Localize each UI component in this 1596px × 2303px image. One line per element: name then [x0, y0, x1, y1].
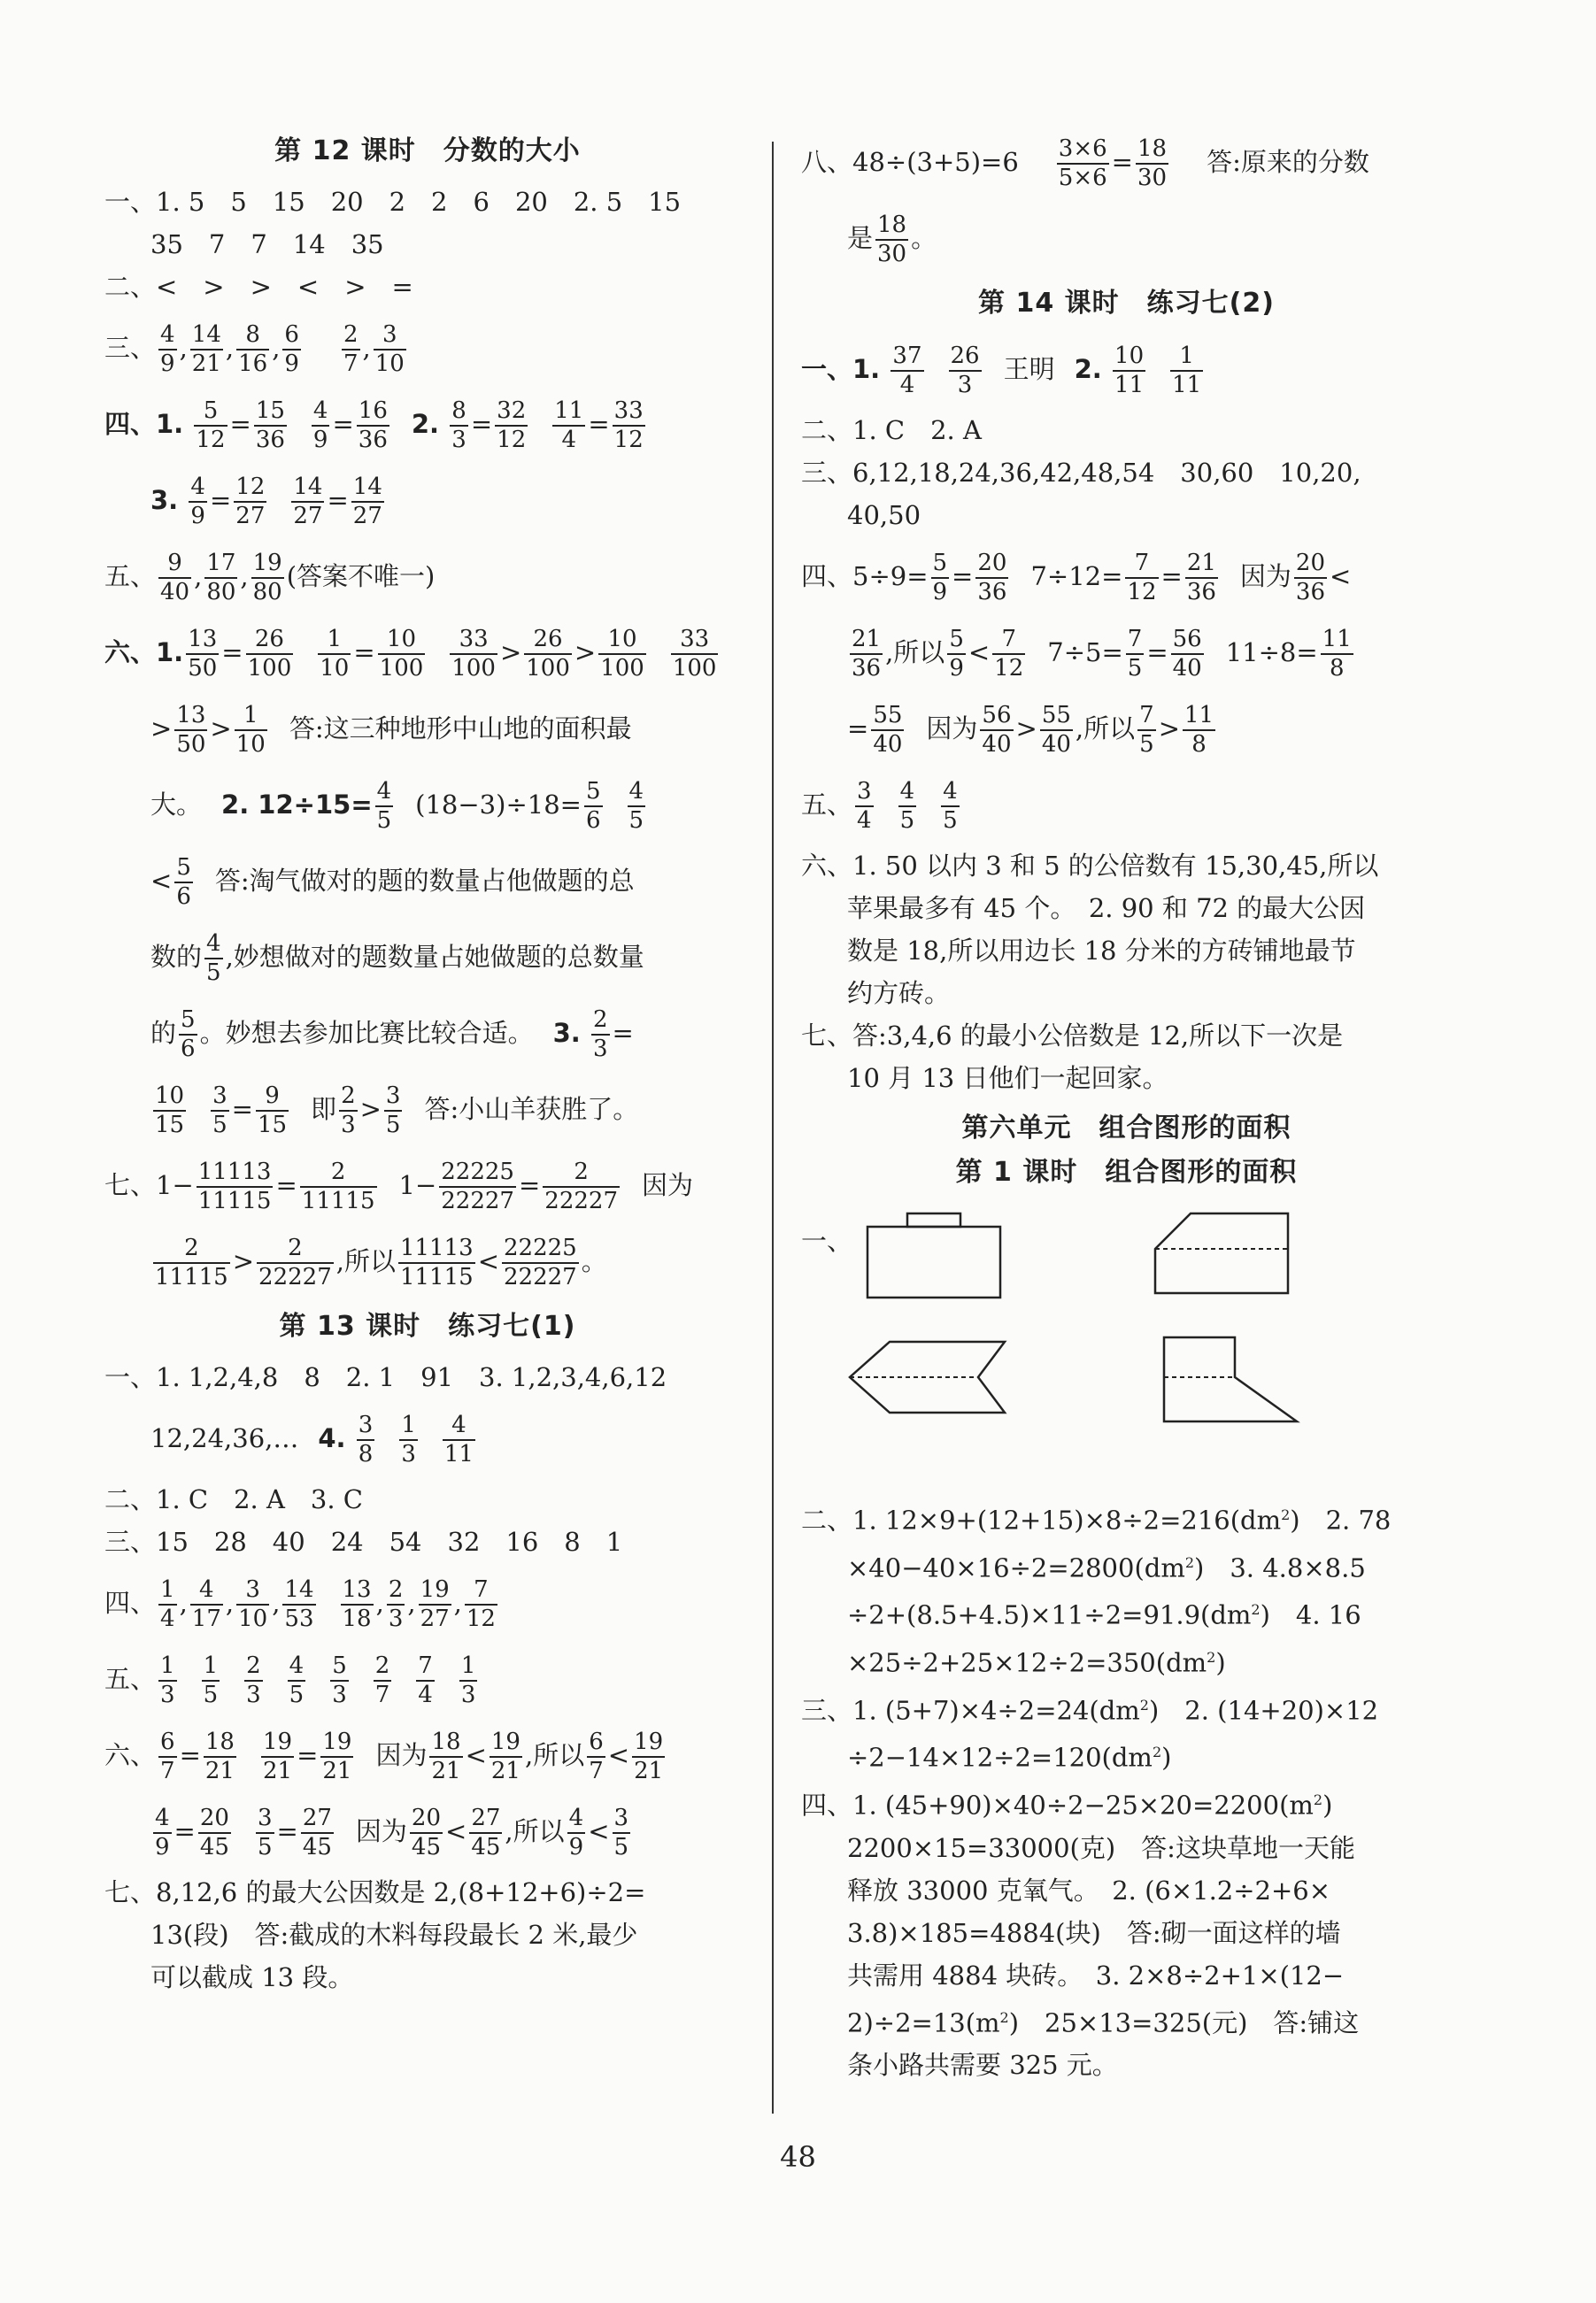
figure-trapezoid-rect — [1151, 1209, 1301, 1306]
answer-line: 三、1. $(5+7)\times 4\div 2=24(dm^2)$ 2. (14+20)×12 — [801, 1695, 1379, 1726]
answer-line: 35 7 7 14 35 — [150, 229, 384, 259]
answer-line: > $\frac{13}{50}$ > $\frac{1}{10}$ 答:这三种地形中山地的面积最 — [150, 702, 632, 758]
answer-line: 3.8)×185=4884(块) 答:砌一面这样的墙 — [847, 1917, 1341, 1948]
answer-line: 四、1. $(45+90)\times 40\div 2-25\times 20=2200(m^2)$ — [801, 1790, 1333, 1821]
answer-line: 一、1. 5 5 15 20 2 2 6 20 2. 5 15 — [104, 187, 682, 217]
right-column — [801, 124, 1452, 2088]
lesson1-title: 第 1 课时 组合图形的面积 — [955, 1157, 1298, 1188]
figures-block — [801, 1200, 1452, 1492]
answer-line: 的 $\frac{5}{6}$ 。妙想去参加比赛比较合适。 3. $\frac{2}{3}$ = — [150, 1006, 634, 1062]
answer-line: $\frac{21}{36}$ ,所以 $\frac{5}{9}$ < $\frac{7}{12}$ 7÷5= $\frac{7}{5}$ = $\frac{56}{40}$ 11÷8= $\frac{11}{8}$ — [852, 626, 1352, 682]
page-number: 48 — [780, 2140, 816, 2174]
answer-line: 五、 $\frac{3}{4}$ $\frac{4}{5}$ $\frac{4}{5}$ — [801, 778, 958, 834]
column-divider — [772, 142, 774, 2114]
answer-line: $\times 40-40\times 16\div 2=2800(dm^2)$ 3. 4.8×8.5 — [847, 1552, 1366, 1583]
answer-line: 四、1. $\frac{5}{12}$ = $\frac{15}{36}$ $\frac{4}{9}$ = $\frac{16}{36}$ 2. $\frac{8}{3}$ = $\frac{32}{12}$ $\frac{11}{4}$ = $\frac{33}{12}$ — [104, 397, 644, 453]
figure-arrow-shape — [845, 1333, 1014, 1421]
answer-line: 三、 $\frac{4}{9}$ , $\frac{14}{21}$ , $\frac{8}{16}$ , $\frac{6}{9}$ $\frac{2}{7}$ , $\frac{3}{10}$ — [104, 321, 405, 377]
answer-line: 四、 $\frac{1}{4}$ , $\frac{4}{17}$ , $\frac{3}{10}$ , $\frac{14}{53}$ $\frac{13}{18}$ , $\frac{2}{3}$ , $\frac{19}{27}$ , $\frac{7}{12}$ — [104, 1576, 496, 1632]
answer-line: 12,24,36,… 4. $\frac{3}{8}$ $\frac{1}{3}$ $\frac{4}{11}$ — [150, 1412, 474, 1467]
answer-line: 七、1− $\frac{11113}{11115}$ = $\frac{2}{11115}$ 1− $\frac{22225}{22227}$ = $\frac{2}{22227}$ 因为 — [104, 1159, 694, 1214]
answer-line: 二、1. C 2. A 3. C — [104, 1484, 363, 1514]
answer-line: 40,50 — [847, 500, 921, 530]
answer-line: 一、1. $\frac{37}{4}$ $\frac{26}{3}$ 王明 2. $\frac{10}{11}$ $\frac{1}{11}$ — [801, 343, 1202, 398]
answer-line: 三、6,12,18,24,36,42,48,54 30,60 10,20, — [801, 458, 1361, 488]
answer-line: 六、 $\frac{6}{7}$ = $\frac{18}{21}$ $\frac{19}{21}$ = $\frac{19}{21}$ 因为 $\frac{18}{21}$ < $\frac{19}{21}$ ,所以 $\frac{6}{7}$ < $\frac{19}{21}$ — [104, 1729, 664, 1784]
figure-rect-with-tab — [863, 1209, 1014, 1306]
answer-line: $\frac{10}{15}$ $\frac{3}{5}$ = $\frac{9}{15}$ 即 $\frac{2}{3}$ > $\frac{3}{5}$ 答:小山羊获胜了。 — [155, 1082, 639, 1138]
answer-line: 共需用 4884 块砖。 3. 2×8÷2+1×(12− — [847, 1960, 1345, 1991]
left-column — [104, 124, 751, 2000]
answer-line: $\times 25\div 2+25\times 12\div 2=350(dm^2)$ — [847, 1647, 1226, 1678]
answer-line: 五、 $\frac{1}{3}$ $\frac{1}{5}$ $\frac{2}{3}$ $\frac{4}{5}$ $\frac{5}{3}$ $\frac{2}{7}$ $\frac{7}{4}$ $\frac{1}{3}$ — [104, 1652, 476, 1708]
answer-line: 10 月 13 日他们一起回家。 — [847, 1063, 1168, 1093]
answer-line: $\div 2-14\times 12\div 2=120(dm^2)$ — [847, 1742, 1172, 1773]
answer-line: 3. $\frac{4}{9}$ = $\frac{12}{27}$ $\frac{14}{27}$ = $\frac{14}{27}$ — [150, 474, 382, 529]
answer-line: 数的 $\frac{4}{5}$ ,妙想做对的题数量占她做题的总数量 — [150, 930, 644, 986]
answer-line: $\frac{4}{9}$ = $\frac{20}{45}$ $\frac{3}{5}$ = $\frac{27}{45}$ 因为 $\frac{20}{45}$ < $\frac{27}{45}$ ,所以 $\frac{4}{9}$ < $\frac{3}{5}$ — [155, 1805, 629, 1860]
answer-line: $\frac{2}{11115}$ > $\frac{2}{22227}$ ,所以 $\frac{11113}{11115}$ < $\frac{22225}{22227}$ 。 — [155, 1235, 607, 1290]
answer-line: 一、 — [801, 1226, 853, 1256]
answer-line: 约方砖。 — [847, 978, 951, 1008]
unit6-title: 第六单元 组合图形的面积 — [961, 1113, 1291, 1144]
answer-line: 13(段) 答:截成的木料每段最长 2 米,最少 — [150, 1920, 638, 1950]
answer-line: 二、< > > < > = — [104, 272, 413, 302]
answer-line: 六、1. $\frac{13}{50}$ = $\frac{26}{100}$ $\frac{1}{10}$ = $\frac{10}{100}$ $\frac{33}{100}$ > $\frac{26}{100}$ > $\frac{10}{100}$ $\frac{33}{100}$ — [104, 626, 717, 682]
answer-line: 三、15 28 40 24 54 32 16 8 1 — [104, 1527, 623, 1557]
lesson12-title: 第 12 课时 分数的大小 — [274, 135, 581, 166]
answer-line: 七、8,12,6 的最大公因数是 2,(8+12+6)÷2= — [104, 1877, 646, 1907]
answer-line: 是 $\frac{18}{30}$ 。 — [847, 212, 937, 267]
lesson13-title: 第 13 课时 练习七(1) — [279, 1311, 576, 1342]
answer-line: $2)\div 2=13(m^2)$ 25×13=325(元) 答:铺这 — [847, 2007, 1360, 2038]
answer-line: $\div 2+(8.5+4.5)\times 11\div 2=91.9(dm^2)$ 4. 16 — [847, 1599, 1361, 1630]
lesson14-title: 第 14 课时 练习七(2) — [978, 288, 1275, 319]
answer-line: 六、1. 50 以内 3 和 5 的公倍数有 15,30,45,所以 — [801, 851, 1379, 881]
answer-line: 二、1. $12\times 9+(12+15)\times 8\div 2=216(dm^2)$ 2. 78 — [801, 1505, 1392, 1536]
figure-rect-triangle — [1160, 1333, 1301, 1430]
answer-line: = $\frac{55}{40}$ 因为 $\frac{56}{40}$ > $\frac{55}{40}$ ,所以 $\frac{7}{5}$ > $\frac{11}{8}$ — [847, 702, 1214, 758]
answer-line: 数是 18,所以用边长 18 分米的方砖铺地最节 — [847, 936, 1356, 966]
answer-line: 二、1. C 2. A — [801, 415, 982, 445]
answer-line: 苹果最多有 45 个。 2. 90 和 72 的最大公因 — [847, 893, 1366, 923]
answer-line: 五、 $\frac{9}{40}$ , $\frac{17}{80}$ , $\frac{19}{80}$ (答案不唯一) — [104, 550, 436, 605]
answer-line: 四、5÷9= $\frac{5}{9}$ = $\frac{20}{36}$ 7÷12= $\frac{7}{12}$ = $\frac{21}{36}$ 因为 $\frac{20}{36}$ < — [801, 550, 1352, 605]
answer-line: 七、答:3,4,6 的最小公倍数是 12,所以下一次是 — [801, 1021, 1344, 1051]
answer-line: 大。 2. 12÷15= $\frac{4}{5}$ (18−3)÷18= $\frac{5}{6}$ $\frac{4}{5}$ — [150, 778, 644, 834]
answer-line: 2200×15=33000(克) 答:这块草地一天能 — [847, 1832, 1355, 1863]
answer-line: 八、48÷(3+5)=6 $\frac{3\times 6}{5\times 6}$ = $\frac{18}{30}$ 答:原来的分数 — [801, 135, 1369, 191]
answer-line: 可以截成 13 段。 — [150, 1962, 354, 1992]
answer-line: < $\frac{5}{6}$ 答:淘气做对的题的数量占他做题的总 — [150, 854, 635, 910]
answer-line: 条小路共需要 325 元。 — [847, 2050, 1118, 2081]
answer-line: 一、1. 1,2,4,8 8 2. 1 91 3. 1,2,3,4,6,12 — [104, 1362, 667, 1392]
answer-line: 释放 33000 克氧气。 2. (6×1.2÷2+6× — [847, 1875, 1331, 1906]
